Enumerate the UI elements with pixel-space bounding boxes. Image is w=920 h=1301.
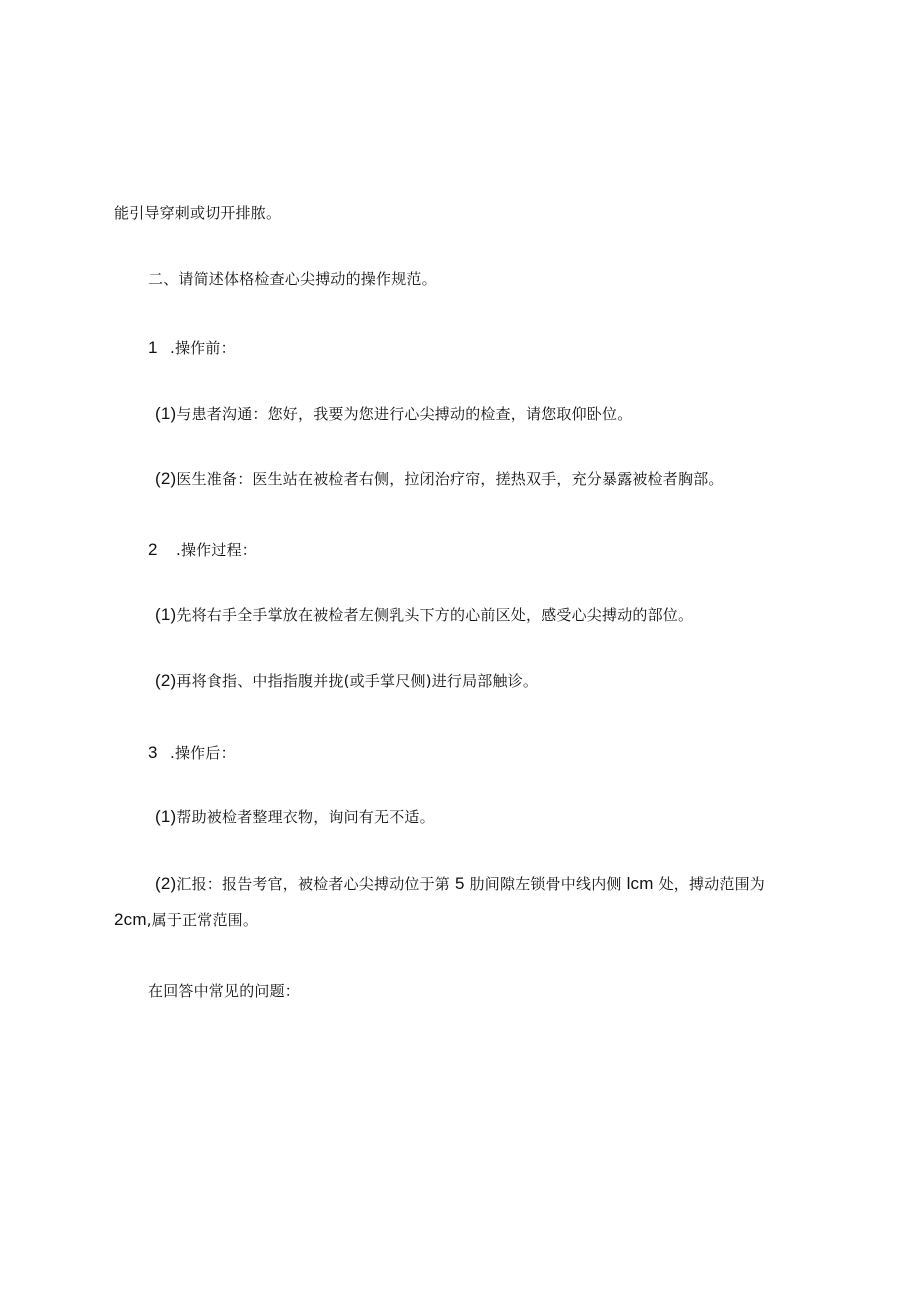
section-2-heading <box>148 539 257 561</box>
section-1-heading <box>148 337 236 359</box>
item-text-c: 肋间隙左锁骨中线内侧 <box>469 875 622 893</box>
section-2-title: .操作过程： <box>176 541 257 559</box>
item-text: 先将右手全手掌放在被检者左侧乳头下方的心前区处，感受心尖搏动的部位。 <box>176 606 694 624</box>
item-text: 再将食指、中指指腹并拢(或手掌尺侧)进行局部触诊。 <box>176 672 539 690</box>
section-2-item-1 <box>155 604 693 626</box>
item-number: (2) <box>155 874 177 893</box>
item-number: (1) <box>155 404 177 423</box>
section-2-number: 2 <box>148 540 158 559</box>
item-text-a: 汇报：报告考官，被检者心尖搏动位于第 <box>176 875 450 893</box>
section-3-heading <box>148 742 236 764</box>
item-number: (2) <box>155 469 177 488</box>
question-title: 二、请简述体格检查心尖搏动的操作规范。 <box>148 270 437 288</box>
item-number: (1) <box>155 807 177 826</box>
section-1-item-2 <box>155 468 724 490</box>
section-3-number: 3 <box>148 743 158 762</box>
section-3-item-2 <box>155 873 765 895</box>
item-text-d: lcm <box>626 874 654 893</box>
item-text-f: 2cm <box>114 910 147 929</box>
item-text-b: 5 <box>454 874 465 893</box>
section-2-item-2 <box>155 670 538 692</box>
item-text: 与患者沟通：您好，我要为您进行心尖搏动的检查，请您取仰卧位。 <box>176 405 633 423</box>
item-number: (2) <box>155 671 177 690</box>
section-1-number: 1 <box>148 338 158 357</box>
item-text-e: 处，搏动范围为 <box>658 875 765 893</box>
item-text: 医生准备：医生站在被检者右侧，拉闭治疗帘，搓热双手，充分暴露被检者胸部。 <box>176 470 724 488</box>
section-3-title: .操作后： <box>170 744 236 762</box>
item-text-g: ,属于正常范围。 <box>146 911 259 929</box>
section-3-item-2-continued <box>114 909 258 931</box>
item-number: (1) <box>155 605 177 624</box>
item-text: 帮助被检者整理衣物，询问有无不适。 <box>176 808 435 826</box>
section-1-title: .操作前： <box>170 339 236 357</box>
intro-tail-text: 能引导穿刺或切开排脓。 <box>114 204 282 222</box>
section-3-item-1 <box>155 806 435 828</box>
closing-text: 在回答中常见的问题： <box>148 982 301 1000</box>
section-1-item-1 <box>155 403 632 425</box>
